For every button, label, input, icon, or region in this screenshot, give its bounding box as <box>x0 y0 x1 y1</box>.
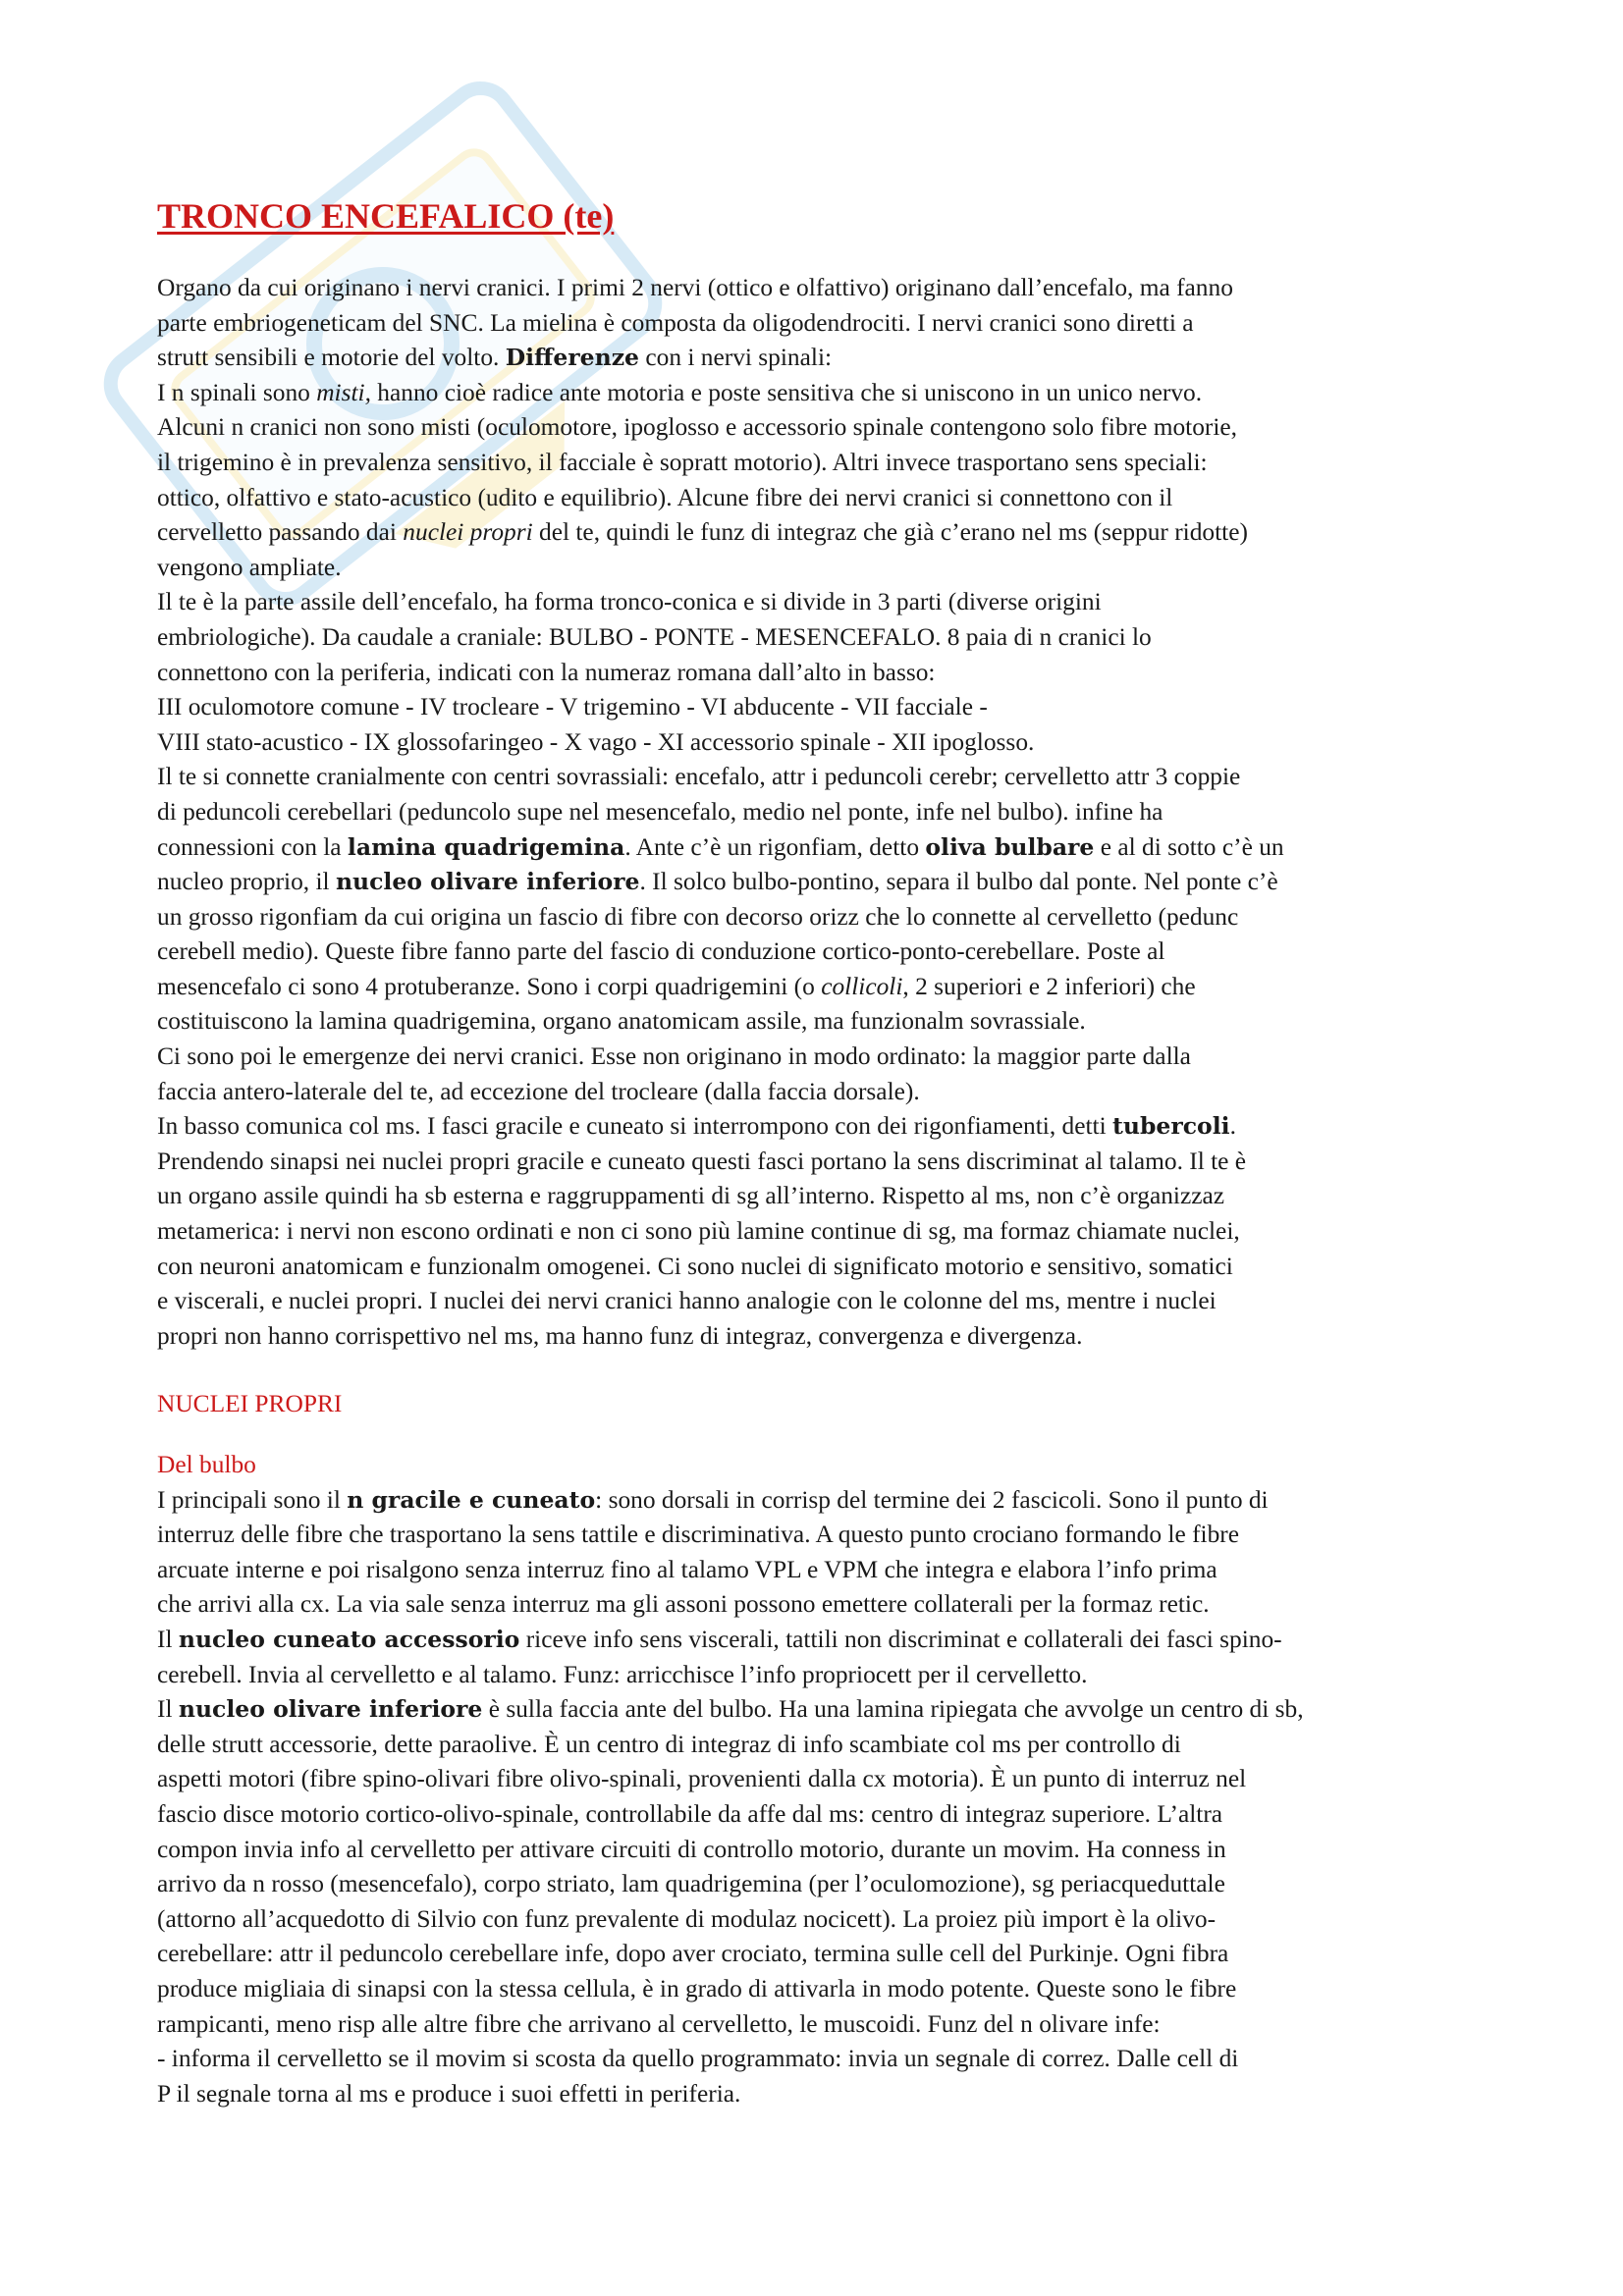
section-heading: NUCLEI PROPRI <box>157 1390 343 1418</box>
paragraph-intro: Organo da cui originano i nervi cranici. I primi 2 nervi (ottico e olfattivo) originano dall’encefalo, ma fanno parte embriogeneticam del SNC. La mielina è composta da oligodendrociti. I nervi cranici sono diretti a strutt sensibili e motorie del volto. Differenze con i nervi spinali: I n spinali sono misti, hanno cioè radice ante motoria e poste sensitiva che si uniscono in un unico nervo. Alcuni n cranici non sono misti (oculomotore, ipoglosso e accessorio spinale contengono solo fibre motorie, il trigemino è in prevalenza sensitivo, il facciale è sopratt motorio). Altri invece trasportano sens speciali: ottico, olfattivo e stato-acustico (udito e equilibrio). Alcune fibre dei nervi cranici si connettono con il cervelletto passando dai nuclei propri del te, quindi le funz di integraz che già c’erano nel ms (seppur ridotte) vengono ampliate. Il te è la parte assile dell’encefalo, ha forma tronco-conica e si divide in 3 parti (diverse origini embriologiche). Da caudale a craniale: BULBO - PONTE - MESENCEFALO. 8 paia di n cranici lo connettono con la periferia, indicati con la numeraz romana dall’alto in basso: III oculomotore comune - IV trocleare - V trigemino - VI abducente - VII facciale - VIII stato-acustico - IX glossofaringeo - X vago - XI accessorio spinale - XII ipoglosso. Il te si connette cranialmente con centri sovrassiali: encefalo, attr i peduncoli cerebr; cervelletto attr 3 coppie di peduncoli cerebellari (peduncolo supe nel mesencefalo, medio nel ponte, infe nel bulbo). infine ha connessioni con la lamina quadrigemina. Ante c’è un rigonfiam, detto oliva bulbare e al di sotto c’è un nucleo proprio, il nucleo olivare inferiore. Il solco bulbo-pontino, separa il bulbo dal ponte. Nel ponte c’è un grosso rigonfiam da cui origina un fascio di fibre con decorso orizz che lo connette al cervelletto (pedunc cerebell medio). Queste fibre fanno parte del fascio di conduzione cortico-ponto-cerebellare. Poste al mesencefalo ci sono 4 protuberanze. Sono i corpi quadrigemini (o collicoli, 2 superiori e 2 inferiori) che costituiscono la lamina quadrigemina, organo anatomicam assile, ma funzionalm sovrassiale. Ci sono poi le emergenze dei nervi cranici. Esse non originano in modo ordinato: la maggior parte dalla faccia antero-laterale del te, ad eccezione del trocleare (dalla faccia dorsale). In basso comunica col ms. I fasci gracile e cuneato si interrompono con dei rigonfiamenti, detti tubercoli. Prendendo sinapsi nei nuclei propri gracile e cuneato questi fasci portano la sens discriminat al talamo. Il te è un organo assile quindi ha sb esterna e raggruppamenti di sg all’interno. Rispetto al ms, non c’è organizzaz metamerica: i nervi non escono ordinati e non ci sono più lamine continue di sg, ma formaz chiamate nuclei, con neuroni anatomicam e funzionalm omogenei. Ci sono nuclei di significato motorio e sensitivo, somatici e viscerali, e nuclei propri. I nuclei dei nervi cranici hanno analogie con le colonne del ms, mentre i nuclei propri non hanno corrispettivo nel ms, ma hanno funz di integraz, convergenza e divergenza. <box>157 274 1284 1350</box>
document-content <box>157 192 1477 2111</box>
page-title: TRONCO ENCEFALICO (te) <box>157 196 615 236</box>
paragraph-bulbo: I principali sono il n gracile e cuneato: sono dorsali in corrisp del termine dei 2 fascicoli. Sono il punto di interruz delle fibre che trasportano la sens tattile e discriminativa. A questo punto crociano formando le fibre arcuate interne e poi risalgono senza interruz fino al talamo VPL e VPM che integra e elabora l’info prima che arrivi alla cx. La via sale senza interruz ma gli assoni possono emettere collaterali per la formaz retic. Il nucleo cuneato accessorio riceve info sens viscerali, tattili non discriminat e collaterali dei fasci spino- cerebell. Invia al cervelletto e al talamo. Funz: arricchisce l’info propriocett per il cervelletto. Il nucleo olivare inferiore è sulla faccia ante del bulbo. Ha una lamina ripiegata che avvolge un centro di sb, delle strutt accessorie, dette paraolive. È un centro di integraz di info scambiate col ms per controllo di aspetti motori (fibre spino-olivari fibre olivo-spinali, provenienti dalla cx motoria). È un punto di interruz nel fascio disce motorio cortico-olivo-spinale, controllabile da affe dal ms: centro di integraz superiore. L’altra compon invia info al cervelletto per attivare circuiti di controllo motorio, durante un movim. Ha conness in arrivo da n rosso (mesencefalo), corpo striato, lam quadrigemina (per l’oculomozione), sg periacqueduttale (attorno all’acquedotto di Silvio con funz prevalente di modulaz nocicett). La proiez più import è la olivo- cerebellare: attr il peduncolo cerebellare infe, dopo aver crociato, termina sulle cell del Purkinje. Ogni fibra produce migliaia di sinapsi con la stessa cellula, è in grado di attivarla in modo potente. Queste sono le fibre rampicanti, meno risp alle altre fibre che arrivano al cervelletto, le muscoidi. Funz del n olivare infe: - informa il cervelletto se il movim si scosta da quello programmato: invia un segnale di correz. Dalle cell di P il segnale torna al ms e produce i suoi effetti in periferia. <box>157 1485 1304 2108</box>
sub-heading: Del bulbo <box>157 1451 256 1478</box>
